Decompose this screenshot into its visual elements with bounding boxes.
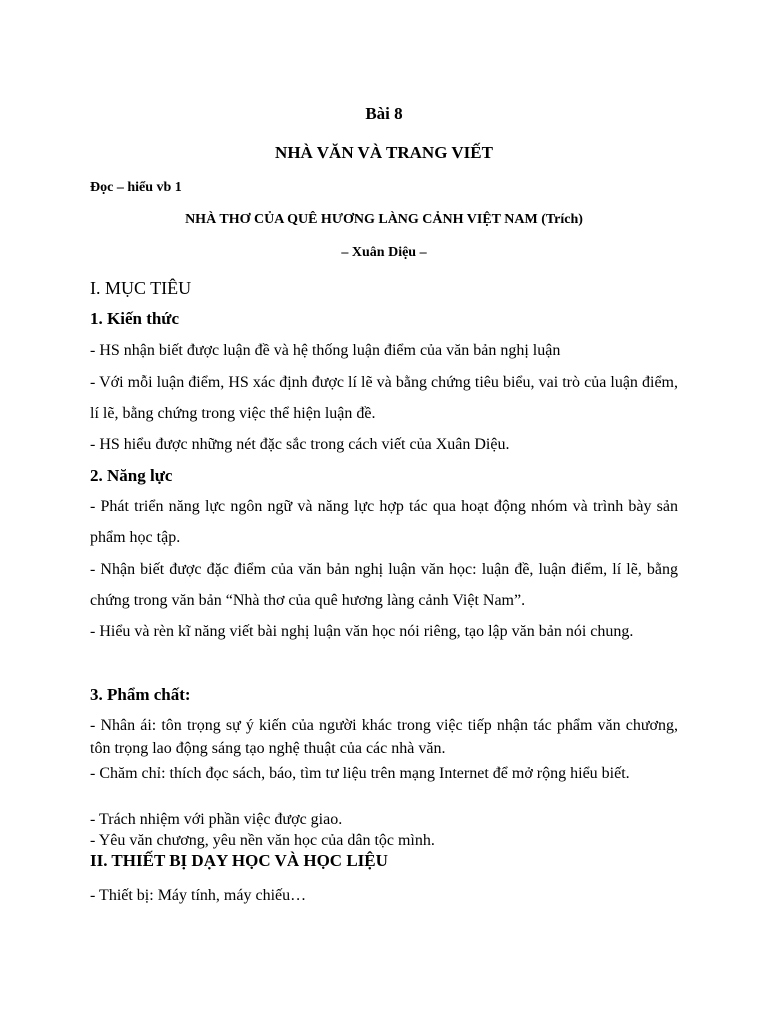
competence-item: - Hiểu và rèn kĩ năng viết bài nghị luận văn học nói riêng, tạo lập văn bản nói chung. — [90, 623, 634, 640]
qualities-item: - Chăm chỉ: thích đọc sách, báo, tìm tư liệu trên mạng Internet để mở rộng hiểu biết. — [90, 765, 630, 782]
section-2-heading: II. THIẾT BỊ DẠY HỌC VÀ HỌC LIỆU — [90, 851, 388, 870]
competence-heading: 2. Năng lực — [90, 466, 173, 485]
competence-item: - Phát triển năng lực ngôn ngữ và năng lực hợp tác qua hoạt động nhóm và trình bày sản phẩm học tập. — [90, 498, 678, 546]
text-title: NHÀ THƠ CỦA QUÊ HƯƠNG LÀNG CẢNH VIỆT NAM (Trích) — [185, 212, 583, 227]
knowledge-heading: 1. Kiến thức — [90, 309, 180, 328]
knowledge-item: - HS nhận biết được luận đề và hệ thống luận điểm của văn bản nghị luận — [90, 342, 561, 359]
qualities-item: - Yêu văn chương, yêu nền văn học của dân tộc mình. — [90, 832, 435, 849]
reading-label: Đọc – hiểu vb 1 — [90, 180, 182, 195]
section-1-heading: I. MỤC TIÊU — [90, 278, 192, 298]
knowledge-item: - HS hiểu được những nét đặc sắc trong cách viết của Xuân Diệu. — [90, 436, 510, 453]
unit-title: NHÀ VĂN VÀ TRANG VIẾT — [275, 143, 493, 162]
equipment-item: - Thiết bị: Máy tính, máy chiếu… — [90, 887, 307, 904]
lesson-number: Bài 8 — [365, 104, 403, 123]
qualities-item: - Nhân ái: tôn trọng sự ý kiến của người khác trong việc tiếp nhận tác phẩm văn chương, tôn trọng lao động sáng tạo nghệ thuật của các nhà văn. — [90, 717, 678, 757]
qualities-heading: 3. Phẩm chất: — [90, 685, 191, 704]
competence-item: - Nhận biết được đặc điểm của văn bản nghị luận văn học: luận đề, luận điểm, lí lẽ, bằng chứng trong văn bản “Nhà thơ của quê hương làng cảnh Việt Nam”. — [90, 561, 678, 609]
qualities-item: - Trách nhiệm với phần việc được giao. — [90, 811, 343, 828]
author-line: – Xuân Diệu – — [341, 245, 427, 260]
knowledge-item: - Với mỗi luận điểm, HS xác định được lí lẽ và bằng chứng tiêu biểu, vai trò của luận điểm, lí lẽ, bằng chứng trong việc thể hiện luận đề. — [90, 374, 678, 422]
